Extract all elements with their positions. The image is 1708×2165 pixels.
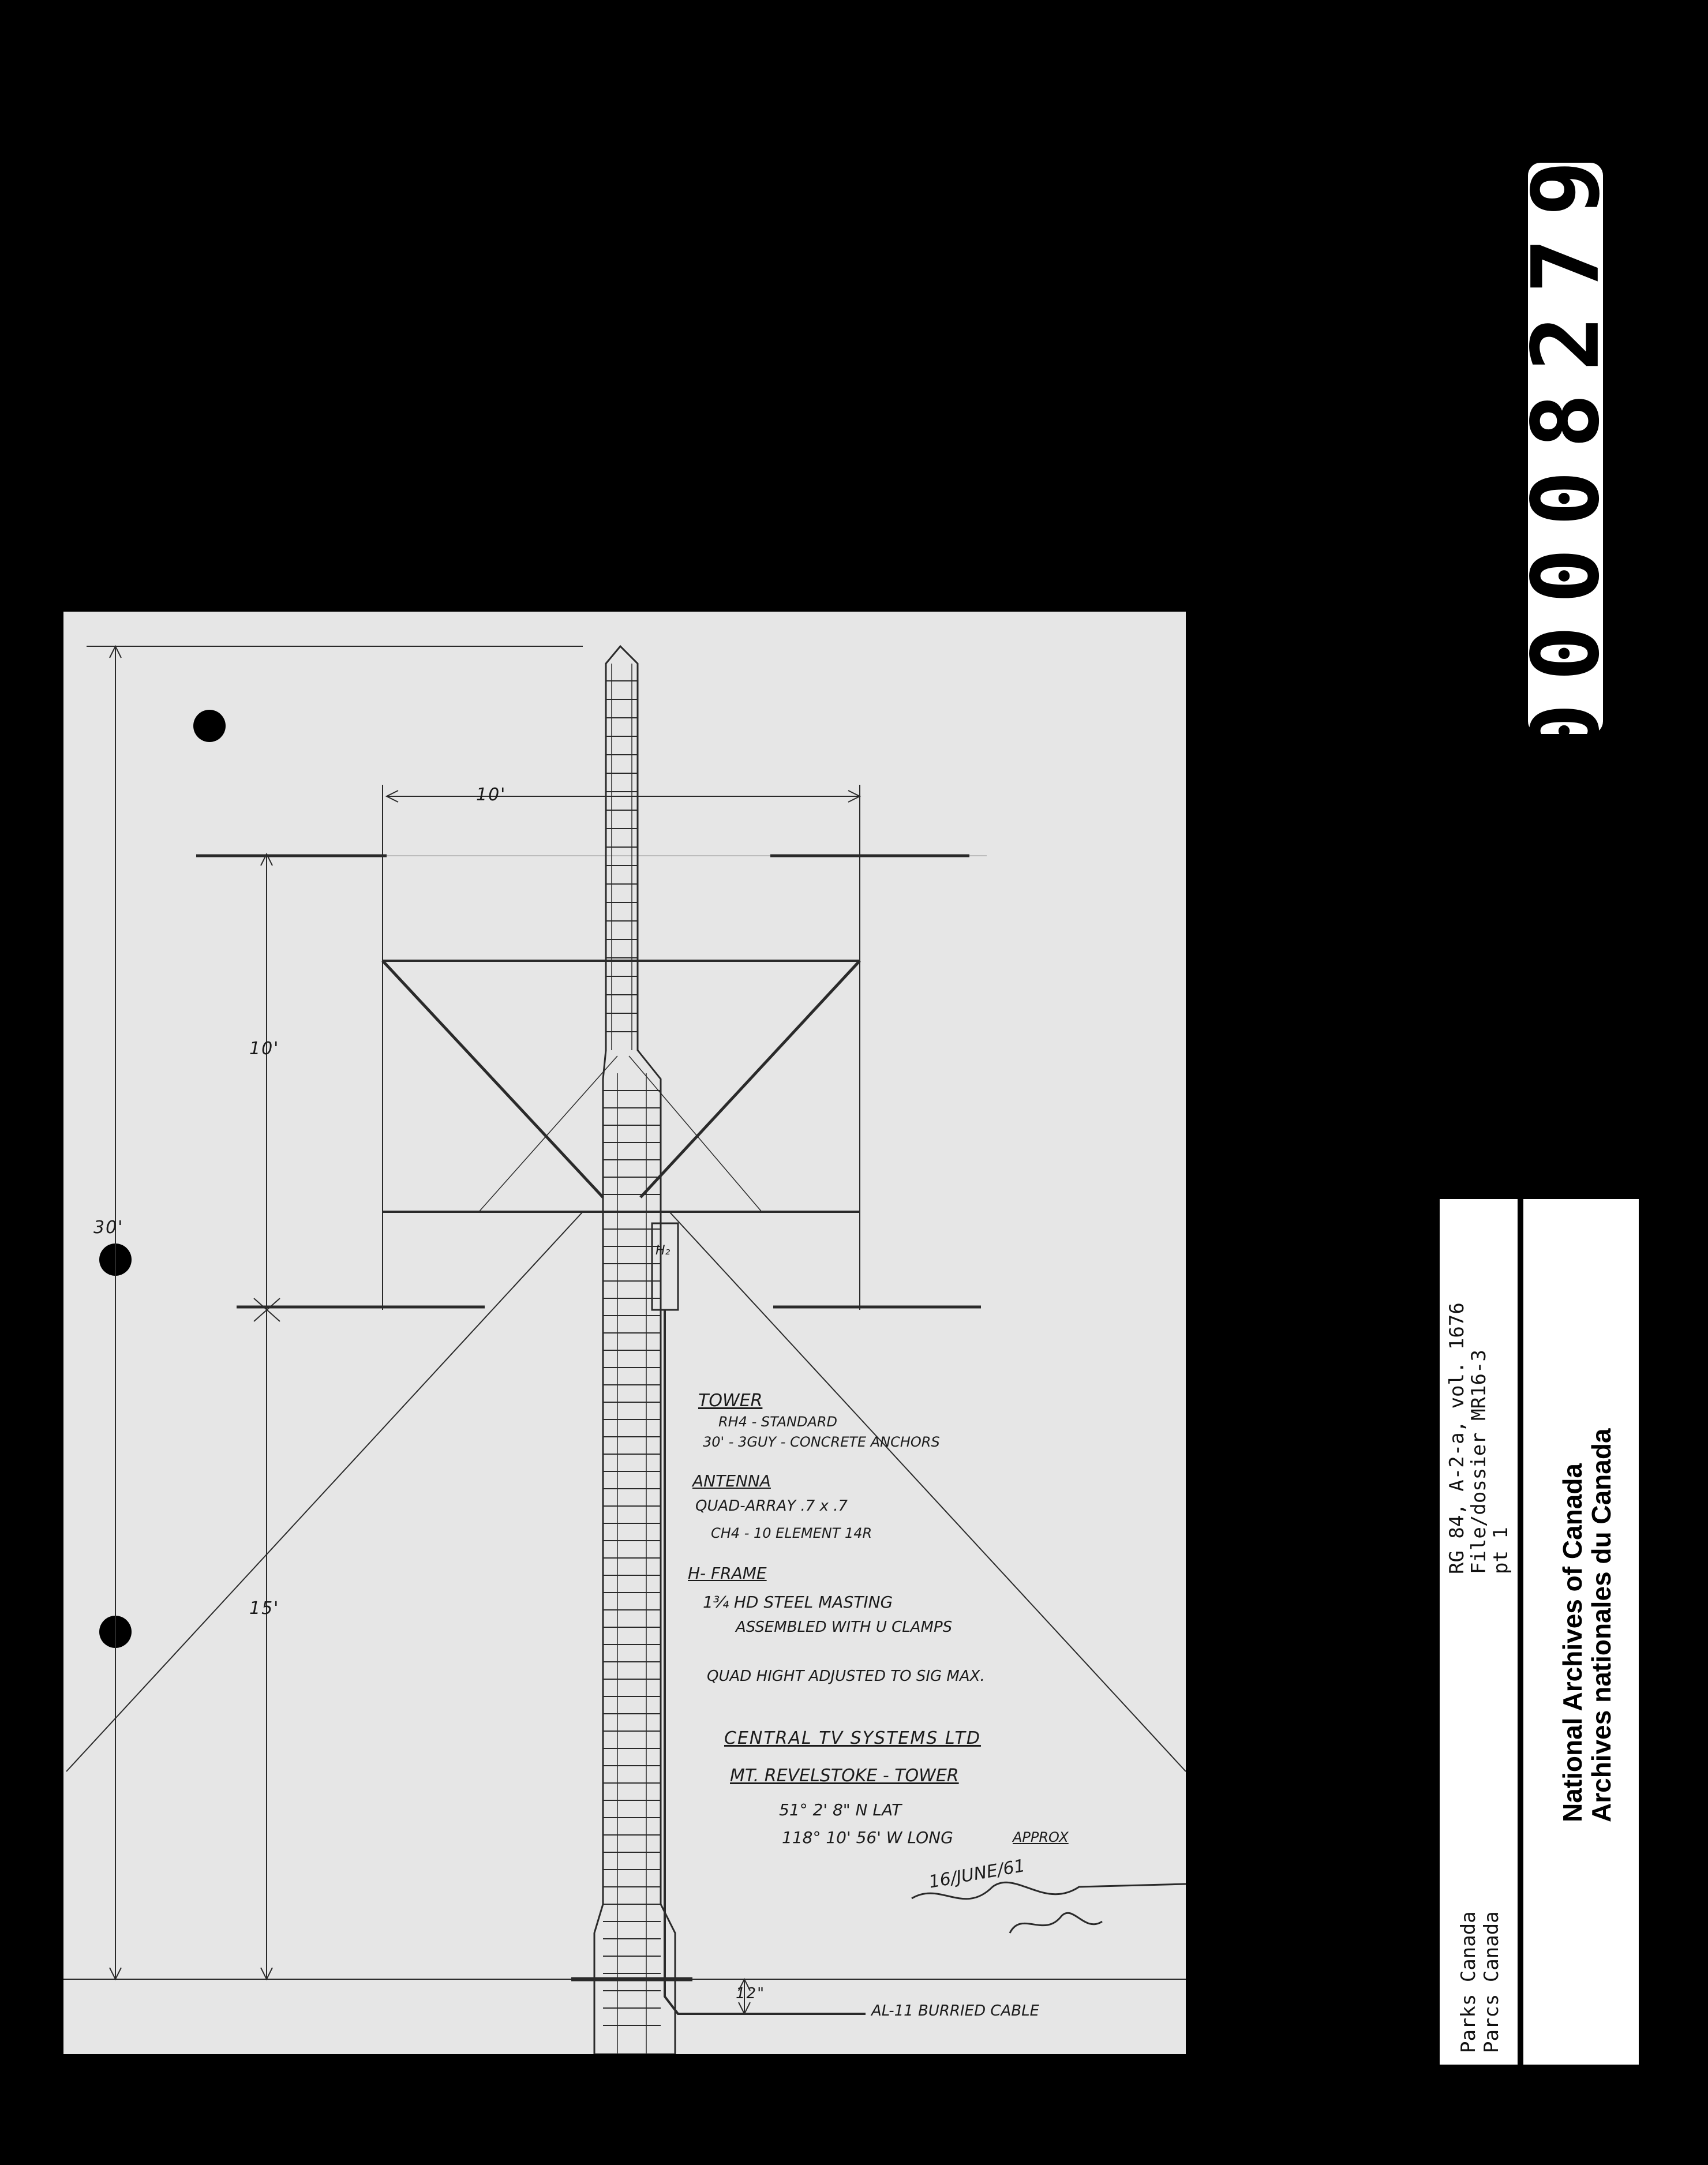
tower-spec-2: 30' - 3GUY - CONCRETE ANCHORS bbox=[703, 1434, 940, 1450]
longitude: 118° 10' 56' W LONG bbox=[782, 1828, 953, 1847]
cable-note: AL-11 BURRIED CABLE bbox=[871, 2002, 1040, 2020]
archives-name-en: National Archives of Canada bbox=[1557, 1463, 1587, 1822]
dimension-frame-height: 10' bbox=[249, 1039, 280, 1059]
archive-reference-strip bbox=[1440, 1199, 1518, 2065]
frame-number: 00008279 bbox=[1511, 138, 1620, 759]
approx-note: APPROX bbox=[1013, 1829, 1069, 1845]
company-name: CENTRAL TV SYSTEMS LTD bbox=[724, 1728, 981, 1748]
frame-number-label bbox=[1511, 138, 1620, 759]
reference-line-1: RG 84, A-2-a, vol. 1676 bbox=[1445, 1302, 1469, 1574]
hframe-heading: H- FRAME bbox=[688, 1564, 767, 1583]
equipment-box-label: H₂ bbox=[656, 1243, 671, 1258]
dimension-burial-depth: 12" bbox=[736, 1985, 766, 2002]
dimension-frame-width: 10' bbox=[476, 785, 507, 805]
agency-fr: Parcs Canada bbox=[1480, 1911, 1503, 2053]
agency-en: Parks Canada bbox=[1457, 1911, 1480, 2053]
tower-spec-1: RH4 - STANDARD bbox=[718, 1414, 838, 1430]
reference-line-2: File/dossier MR16-3 bbox=[1467, 1350, 1490, 1574]
site-name: MT. REVELSTOKE - TOWER bbox=[730, 1766, 959, 1786]
archives-label bbox=[1523, 1199, 1639, 2065]
antenna-spec-1: QUAD-ARRAY .7 x .7 bbox=[695, 1497, 848, 1515]
antenna-heading: ANTENNA bbox=[692, 1471, 771, 1490]
antenna-spec-2: CH4 - 10 ELEMENT 14R bbox=[711, 1525, 872, 1541]
drawing-sheet bbox=[63, 612, 1186, 2054]
hframe-spec-1: 1¾ HD STEEL MASTING bbox=[703, 1593, 893, 1612]
latitude: 51° 2' 8" N LAT bbox=[779, 1800, 902, 1819]
tower-heading: TOWER bbox=[698, 1391, 763, 1411]
dimension-total-height: 30' bbox=[93, 1218, 124, 1238]
hframe-spec-2: ASSEMBLED WITH U CLAMPS bbox=[736, 1619, 953, 1636]
reference-line-3: pt 1 bbox=[1489, 1527, 1512, 1574]
archives-name-fr: Archives nationales du Canada bbox=[1586, 1428, 1616, 1822]
quad-height-note: QUAD HIGHT ADJUSTED TO SIG MAX. bbox=[707, 1668, 985, 1685]
dimension-lower-height: 15' bbox=[249, 1598, 280, 1619]
drawing-date: 16/JUNE/61 bbox=[927, 1855, 1027, 1893]
